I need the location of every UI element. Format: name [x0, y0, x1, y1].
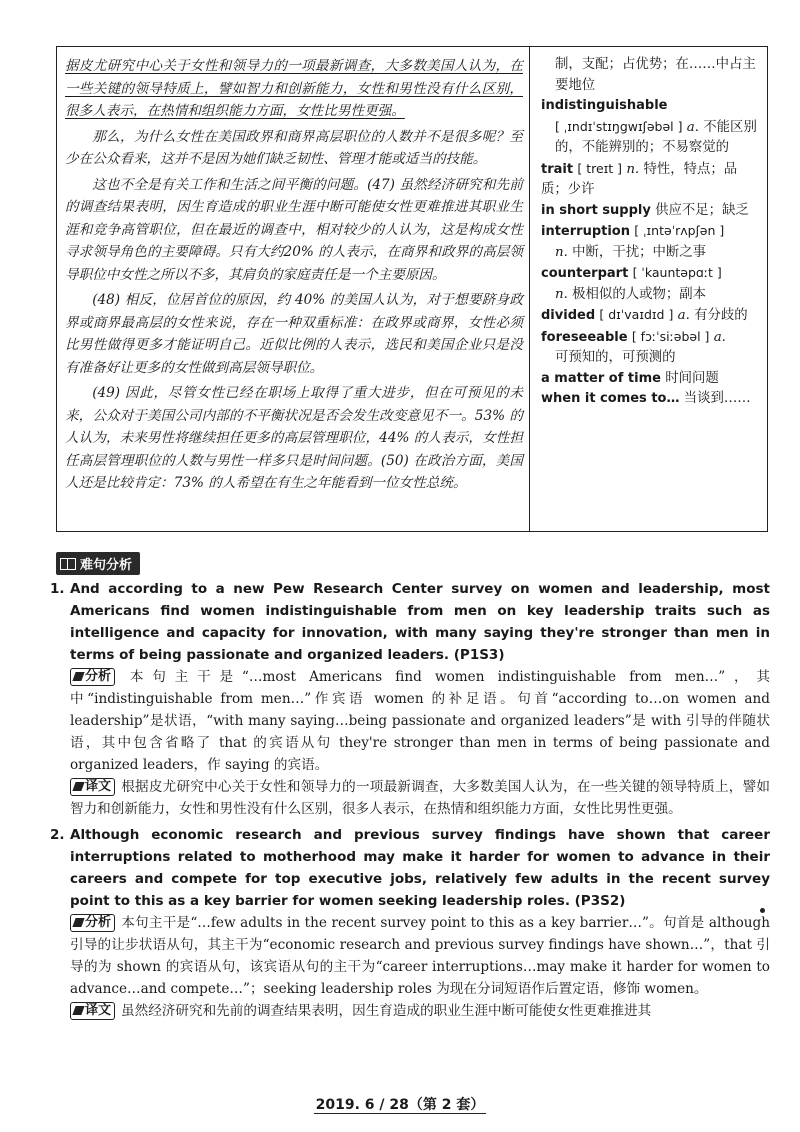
section-title: 难句分析: [80, 558, 133, 573]
vocab-entry: [541, 201, 763, 222]
item-number: 1.: [50, 581, 65, 597]
vocab-entry: [541, 305, 763, 327]
pencil-icon: [72, 918, 84, 927]
vocab-word: in short supply: [541, 202, 651, 218]
vocab-pos: n.: [555, 244, 568, 260]
translation-tag: [70, 1002, 115, 1020]
analysis-tag: [70, 914, 115, 932]
vocab-word: a matter of time: [541, 370, 661, 386]
analysis-block: [40, 912, 770, 1000]
analysis-label: 分析: [85, 668, 112, 684]
vocab-entry: [541, 55, 763, 96]
vocab-word: indistinguishable: [541, 98, 668, 113]
analysis-item: [40, 578, 770, 820]
analysis-section: [40, 578, 770, 1026]
sentence-text: Although economic research and previous survey findings have shown that career interruptions related to motherhood may make it harder for women to advance in their careers and compete for top executive jobs, relatively few adults in the recent survey point to this as a key barrier for women seeking leadership roles. (P3S2): [70, 827, 770, 909]
vocab-def: 中断，干扰；中断之事: [572, 244, 707, 260]
translation-paragraph-2: 那么，为什么女性在美国政界和商界高层职位的人数并不是很多呢？至少在公众看来，这并不是因为她们缺乏韧性、管理才能或适当的技能。: [65, 128, 523, 167]
vocab-pos: a.: [713, 329, 726, 345]
vocab-def: 不能区别的，不能辨别的；不易察觉的: [555, 119, 757, 155]
vocab-pos: a.: [686, 119, 700, 135]
analysis-block: [40, 666, 770, 776]
vocab-def: 时间问题: [665, 370, 719, 386]
translation-block: [40, 776, 770, 820]
book-icon: [60, 558, 76, 570]
vocab-pos: a.: [677, 308, 690, 323]
vocab-def: 供应不足；缺乏: [655, 202, 749, 218]
vocab-pos: n.: [626, 161, 640, 177]
vocab-ipa: [ treɪt ]: [577, 160, 623, 176]
english-sentence: [40, 824, 770, 912]
analysis-tag: [70, 668, 115, 686]
ink-dot: [760, 908, 765, 913]
translation-column: [65, 55, 523, 498]
pencil-icon: [72, 672, 84, 681]
item-number: 2.: [50, 827, 65, 843]
vocab-def: 有分歧的: [694, 308, 748, 323]
translation-paragraph-5: (49) 因此，尽管女性已经在职场上取得了重大进步，但在可预见的未来，公众对于美国公司内部的不平衡状况是否会发生改变意见不一。53% 的人认为，未来男性将继续担任更多的高层管理职位，44% 的人表示，女性担任高层管理职位的人数与男性一样多只是时间问题。(50) 在政治方面，美国人还是比较肯定：73% 的人希望在有生之年能看到一位女性总统。: [65, 385, 523, 491]
page-footer: [0, 1094, 800, 1114]
vocab-def: 极相似的人或物；副本: [572, 286, 707, 302]
vocab-entry: [541, 369, 763, 390]
translation-paragraph-1: 据皮尤研究中心关于女性和领导力的一项最新调查，大多数美国人认为，在一些关键的领导特质上，譬如智力和创新能力，女性和男性没有什么区别，很多人表示，在热情和组织能力方面，女性比男性更强。: [65, 58, 523, 119]
translation-text: 虽然经济研究和先前的调查结果表明，因生育造成的职业生涯中断可能使女性更难推进其: [121, 1003, 652, 1019]
vocab-entry: [541, 389, 763, 410]
footer-text: 2019. 6 / 28（第 2 套）: [315, 1097, 485, 1113]
vocab-entry: [541, 327, 763, 369]
translation-paragraph-3: 这也不全是有关工作和生活之间平衡的问题。(47) 虽然经济研究和先前的调查结果表明，因生育造成的职业生涯中断可能使女性更难推进其职业生涯和竞争高管职位，但在最近的调查中，相对较少的人认为，这是构成女性寻求领导角色的主要障碍。只有大约20% 的人表示，在商界和政界的高层领导职位中女性之所以不多，其肩负的家庭责任是一个主要原因。: [65, 176, 523, 283]
vocab-entry: [541, 159, 763, 201]
vocab-entry: [541, 263, 763, 305]
vocab-entry: [541, 221, 763, 263]
vocab-word: interruption: [541, 224, 630, 239]
vocab-ipa: [ dɪˈvaɪdɪd ]: [599, 307, 674, 322]
vocab-def: 可预知的，可预测的: [555, 350, 676, 365]
vocab-word: trait: [541, 161, 574, 177]
vocab-word: when it comes to…: [541, 391, 680, 406]
vocab-word: divided: [541, 308, 596, 323]
vocab-pos: n.: [555, 286, 568, 302]
vocab-def: 当谈到……: [683, 391, 751, 406]
translation-paragraph-4: (48) 相反，位居首位的原因，约 40% 的美国人认为，对于想要跻身政界或商界最高层的女性来说，存在一种双重标准：在政界或商界，女性必须比男性做得更多才能证明自己。近似比例的人表示，选民和美国企业只是没有准备好让更多的女性做到高层领导职位。: [65, 292, 523, 376]
vocab-word: counterpart: [541, 266, 629, 281]
analysis-item: [40, 824, 770, 1022]
vocab-def: 制，支配；占优势；在……中占主要地位: [555, 57, 756, 93]
vocab-ipa: [ ˌɪntəˈrʌpʃən ]: [634, 223, 725, 238]
column-divider: [529, 47, 530, 531]
translation-block: [40, 1000, 770, 1022]
pencil-icon: [72, 782, 84, 791]
vocab-entry: [541, 96, 763, 159]
translation-vocab-frame: [56, 46, 768, 532]
vocab-word: foreseeable: [541, 329, 628, 345]
analysis-label: 分析: [85, 914, 112, 930]
vocab-ipa: [ fɔːˈsiːəbəl ]: [631, 328, 710, 344]
translation-label: 译文: [85, 1002, 112, 1018]
analysis-text: 本句主干是“…few adults in the recent survey point to this as a key barrier…”。句首是 although 引导的让步状语从句，其主干为“economic research and previous survey findings have shown…”，that 引导的为 shown 的宾语从句，该宾语从句的主干为“career interruptions…may make it harder for women to advance…and compete…”；seeking leadership roles 为现在分词短语作后置定语，修饰 women。: [70, 915, 770, 997]
section-header: [56, 552, 140, 575]
pencil-icon: [72, 1006, 84, 1015]
analysis-text: 本句主干是“…most Americans find women indistinguishable from men…”，其中“indistinguishable from men…”作宾语 women 的补足语。句首“according to…on women and leadership”是状语，“with many saying…being passionate and organized leaders”是 with 引导的伴随状语，其中包含省略了 that 的宾语从句 they're stronger than men in terms of being passionate and organized leaders，作 saying 的宾语。: [70, 669, 770, 773]
english-sentence: [40, 578, 770, 666]
translation-text: 根据皮尤研究中心关于女性和领导力的一项最新调查，大多数美国人认为，在一些关键的领导特质上，譬如智力和创新能力，女性和男性没有什么区别，很多人表示，在热情和组织能力方面，女性比男性更强。: [70, 779, 770, 817]
sentence-text: And according to a new Pew Research Center survey on women and leadership, most Americans find women indistinguishable from men on key leadership traits such as intelligence and capacity for innovation, with many saying they're stronger than men in terms of being passionate and organized leaders. (P1S3): [70, 581, 770, 663]
vocab-ipa: [ ˌɪndɪˈstɪŋgwɪʃəbəl ]: [555, 118, 683, 134]
translation-tag: [70, 778, 115, 796]
vocab-def: 特性，特点；品质；少许: [541, 161, 738, 197]
vocab-ipa: [ ˈkauntəpɑːt ]: [632, 265, 722, 280]
vocabulary-column: [541, 55, 763, 410]
translation-label: 译文: [85, 778, 112, 794]
